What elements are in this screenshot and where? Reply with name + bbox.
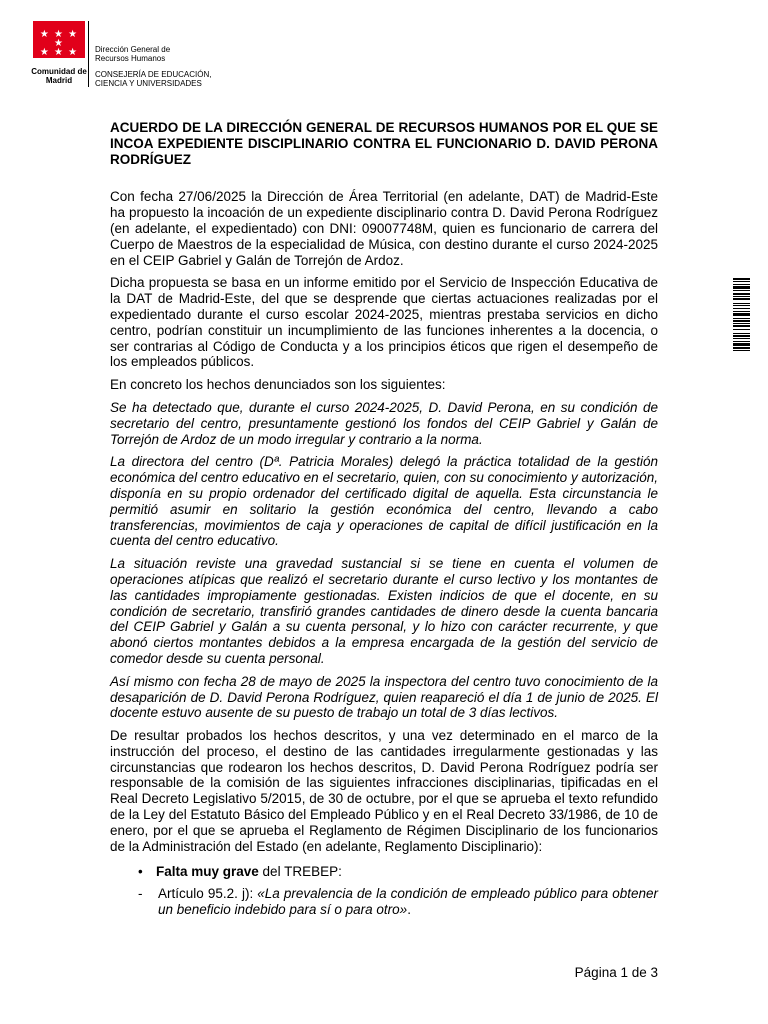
consejeria-name <box>95 70 211 88</box>
italic-paragraph-3: La situación reviste una gravedad sustancial si se tiene en cuenta el volumen de operaciones atípicas que realizó el secretario durante el curso lectivo y los montantes de las cantidades impropiamente gestionadas. Existen indicios de que el docente, en su condición de secretario, transfirió grandes cantidades de dinero desde la cuenta bancaria del CEIP Gabriel y Galán a su cuenta personal, y lo hizo con carácter recurrente, y que abonó ciertos montantes debidos a la empresa encargada de la gestión del servicio de comedor desde su cuenta personal. <box>110 556 658 666</box>
dash-quote: «La prevalencia de la condición de empleado público para obtener un beneficio indebido para sí o para otro» <box>158 886 658 918</box>
paragraph-1: Con fecha 27/06/2025 la Dirección de Área Territorial (en adelante, DAT) de Madrid-Este ha propuesto la incoación de un expediente disciplinario contra D. David Perona Rodríguez (en adelante, el expedientado) con DNI: 09007748M, quien es funcionario de carrera del Cuerpo de Maestros de la especialidad de Música, con destino durante el curso 2024-2025 en el CEIP Gabriel y Galán de Torrejón de Ardoz. <box>110 189 658 268</box>
logo-text: Comunidad de Madrid <box>31 67 87 85</box>
department-name <box>95 45 170 63</box>
bullet-marker: • <box>138 864 143 880</box>
dash-prefix: Artículo 95.2. j): <box>158 886 258 902</box>
dash-marker: - <box>138 886 143 902</box>
italic-paragraph-2: La directora del centro (Dª. Patricia Morales) delegó la práctica totalidad de la gestión económica del centro educativo en el secretario, quien, con su conocimiento y autorización, disponía en su propio ordenador del certificado digital de aquella. Esta circunstancia le permitió asumir en solitario la gestión económica del centro, llevando a cabo transferencias, movimientos de caja y operaciones de capital de difícil justificación en la cuenta del centro educativo. <box>110 454 658 549</box>
department-line-2: Recursos Humanos <box>95 54 166 63</box>
department-line-1: Dirección General de <box>95 45 171 54</box>
consejeria-line-1: CONSEJERÍA DE EDUCACIÓN, <box>95 70 212 79</box>
barcode-icon <box>733 277 750 383</box>
document-title: ACUERDO DE LA DIRECCIÓN GENERAL DE RECURSOS HUMANOS POR EL QUE SE INCOA EXPEDIENTE DISCIPLINARIO CONTRA EL FUNCIONARIO D. DAVID PERONA RODRÍGUEZ <box>110 120 658 167</box>
bullet-item <box>110 864 658 880</box>
header-divider <box>88 21 89 87</box>
paragraph-3: En concreto los hechos denunciados son los siguientes: <box>110 377 446 393</box>
paragraph-2: Dicha propuesta se basa en un informe emitido por el Servicio de Inspección Educativa de la DAT de Madrid-Este, del que se desprende que ciertas actuaciones realizadas por el expedientado durante el curso escolar 2024-2025, mientras prestaba servicios en dicho centro, podrían constituir un incumplimiento de las funciones inherentes a la docencia, o ser contrarias al Código de Conducta y a los principios éticos que rigen el desempeño de los empleados públicos. <box>110 275 658 370</box>
madrid-flag-logo <box>33 21 85 58</box>
stars-icon: ★ ★ ★ ★ ★ ★ ★ <box>39 29 79 58</box>
document-body <box>110 120 658 918</box>
bullet-text: del TREBEP: <box>258 864 342 880</box>
dash-item <box>110 886 658 918</box>
italic-paragraph-1: Se ha detectado que, durante el curso 2024-2025, D. David Perona, en su condición de secretario del centro, presuntamente gestionó los fondos del CEIP Gabriel y Galán de Torrejón de Ardoz de un modo irregular y contrario a la norma. <box>110 399 658 447</box>
bullet-bold-text: Falta muy grave <box>156 864 259 880</box>
closing-paragraph: De resultar probados los hechos descritos, y una vez determinado en el marco de la instrucción del proceso, el destino de las cantidades irregularmente gestionadas y las circunstancias que rodearon los hechos descritos, D. David Perona Rodríguez podría ser responsable de la comisión de las siguientes infracciones disciplinarias, tipificadas en el Real Decreto Legislativo 5/2015, de 30 de octubre, por el que se aprueba el texto refundido de la Ley del Estatuto Básico del Empleado Público y en el Real Decreto 33/1986, de 10 de enero, por el que se aprueba el Reglamento de Régimen Disciplinario de los funcionarios de la Administración del Estado (en adelante, Reglamento Disciplinario): <box>110 728 658 854</box>
dash-suffix: . <box>407 902 411 918</box>
italic-paragraph-4: Así mismo con fecha 28 de mayo de 2025 la inspectora del centro tuvo conocimiento de la desaparición de D. David Perona Rodríguez, quien reapareció el día 1 de junio de 2025. El docente estuvo ausente de su puesto de trabajo un total de 3 días lectivos. <box>110 673 658 721</box>
page-number: Página 1 de 3 <box>574 965 658 980</box>
consejeria-line-2: CIENCIA Y UNIVERSIDADES <box>95 79 202 88</box>
